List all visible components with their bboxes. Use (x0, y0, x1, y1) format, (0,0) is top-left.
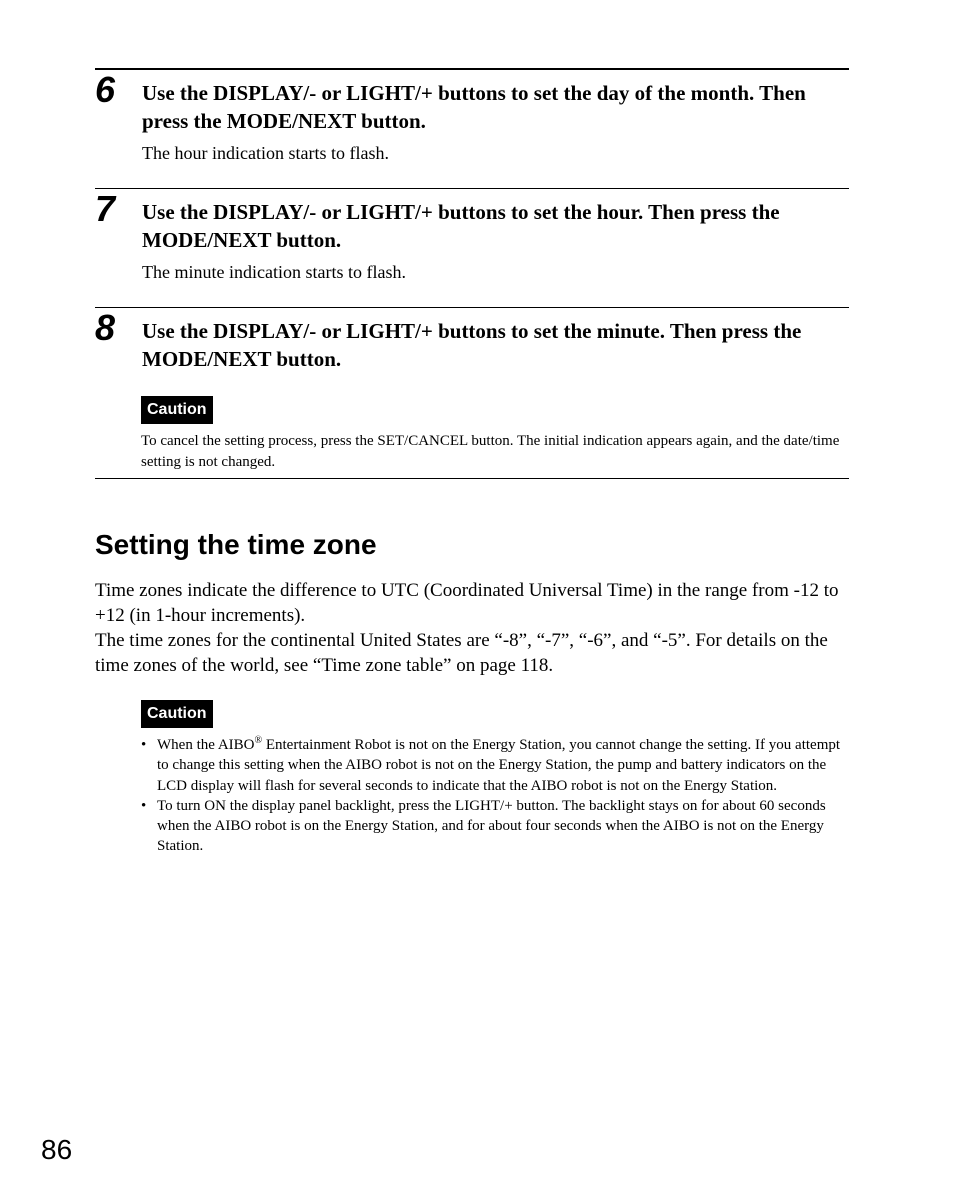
step-8-bottom-rule (95, 478, 849, 479)
step-6-top-rule (95, 68, 849, 70)
step-6-number: 6 (95, 69, 116, 110)
bullet-marker: • (141, 797, 147, 814)
list-item (141, 735, 853, 796)
bullet-text-rest: Entertainment Robot is not on the Energy Station, you cannot change the setting. If you attempt to change this setting when the AIBO robot is not on the Energy Station, the pump and battery indicators on the LCD display will flash for several seconds to indicate that the AIBO robot is not on the Energy Station. (157, 737, 841, 794)
page-number: 86 (41, 1134, 73, 1165)
step-7-top-rule (95, 188, 849, 189)
time-zone-paragraph-1: Time zones indicate the difference to UTC (Coordinated Universal Time) in the range from -12 to +12 (in 1-hour increments). (95, 580, 839, 626)
step-8-title: Use the DISPLAY/- or LIGHT/+ buttons to set the minute. Then press the MODE/NEXT button. (142, 319, 802, 371)
step-8-caution-text: To cancel the setting process, press the SET/CANCEL button. The initial indication appears again, and the date/time setting is not changed. (141, 433, 840, 470)
step-6-description: The hour indication starts to flash. (142, 143, 389, 163)
time-zone-caution-list (141, 735, 853, 857)
step-7-number: 7 (95, 188, 116, 229)
list-item (141, 796, 853, 857)
registered-mark: ® (254, 735, 263, 746)
step-8-number: 8 (95, 307, 116, 348)
step-8-caution-badge: Caution (141, 396, 213, 424)
bullet-marker: • (141, 737, 147, 753)
step-7-title: Use the DISPLAY/- or LIGHT/+ buttons to set the hour. Then press the MODE/NEXT button. (142, 200, 780, 252)
bullet-text-start: When the AIBO (157, 737, 255, 753)
step-7-description: The minute indication starts to flash. (142, 262, 406, 282)
section-heading: Setting the time zone (95, 529, 377, 560)
time-zone-paragraph-2: The time zones for the continental United States are “-8”, “-7”, “-6”, and “-5”. For details on the time zones of the world, see “Time zone table” on page 118. (95, 630, 828, 676)
step-8-top-rule (95, 307, 849, 308)
bullet-text: To turn ON the display panel backlight, press the LIGHT/+ button. The backlight stays on for about 60 seconds when the AIBO robot is on the Energy Station, and for about four seconds when the AIBO is not on the Energy Station. (157, 797, 826, 855)
time-zone-caution-badge: Caution (141, 700, 213, 728)
step-6-title: Use the DISPLAY/- or LIGHT/+ buttons to set the day of the month. Then press the MODE/NEXT button. (142, 81, 806, 133)
